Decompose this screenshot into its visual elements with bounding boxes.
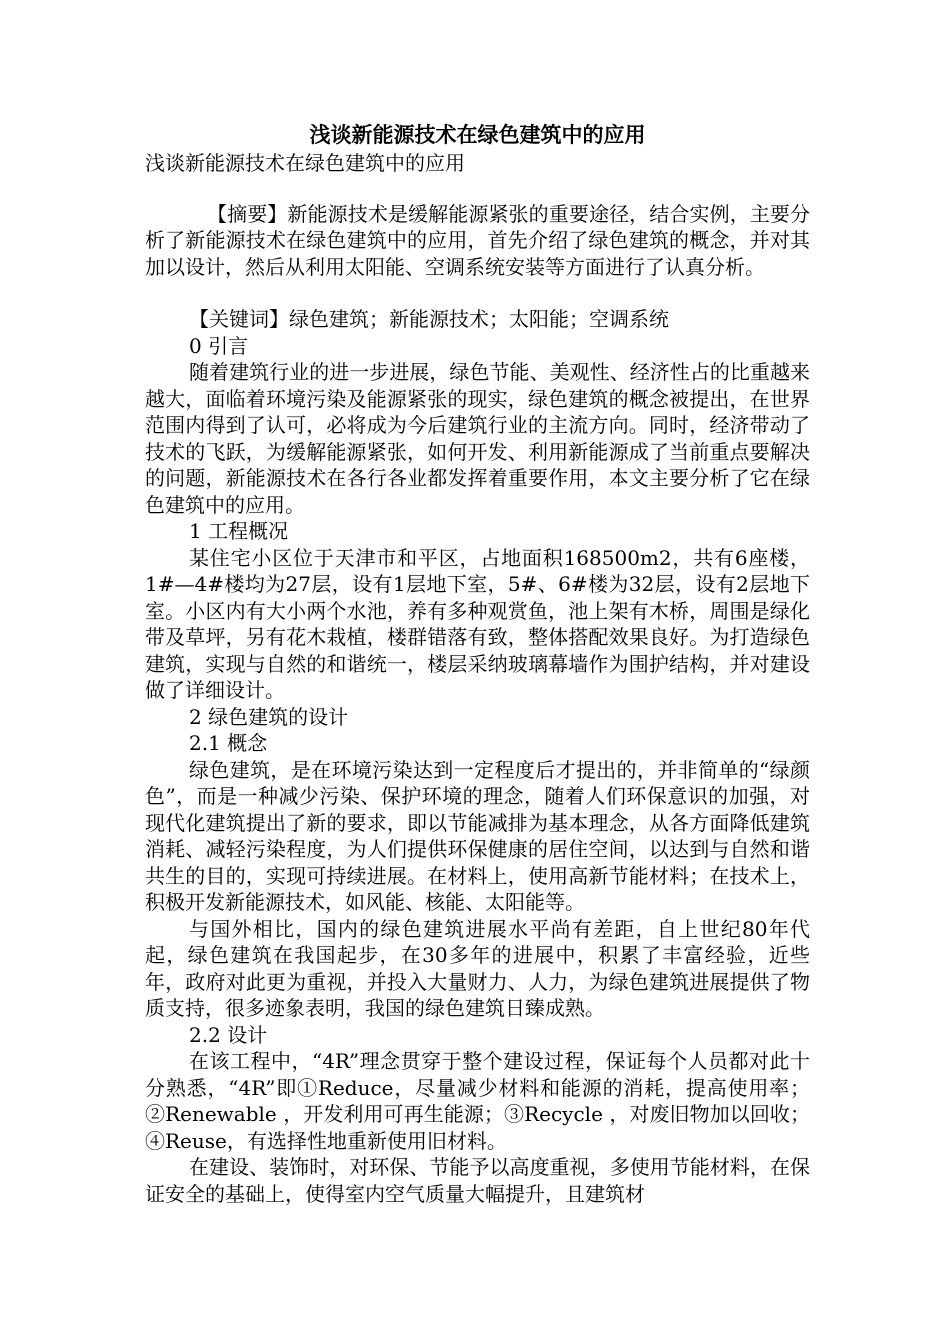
subsection-heading-concept: 2.1 概念 — [189, 731, 268, 755]
body-paragraph: 某住宅小区位于天津市和平区，占地面积168500m2，共有6座楼，1#—4#楼均为27层，设有1层地下室，5#、6#楼为32层，设有2层地下室。小区内有大小两个水池，养有多种观赏鱼，池上架有木桥，周围是绿化带及草坪，另有花木栽植，楼群错落有致，整体搭配效果良好。为打造绿色建筑，实现与自然的和谐统一，楼层采纳玻璃幕墙作为围护结构，并对建设做了详细设计。 — [145, 545, 810, 702]
section-heading-overview: 1 工程概况 — [189, 519, 289, 543]
document-page — [145, 120, 810, 1207]
body-paragraph: 绿色建筑，是在环境污染达到一定程度后才提出的，并非简单的“绿颜色”，而是一种减少污染、保护环境的理念，随着人们环保意识的加强，对现代化建筑提出了新的要求，即以节能减排为基本理念，从各方面降低建筑消耗、减轻污染程度，为人们提供环保健康的居住空间，以达到与自然和谐共生的目的，实现可持续进展。在材料上，使用高新节能材料；在技术上，积极开发新能源技术，如风能、核能、太阳能等。 — [145, 757, 810, 914]
spacer — [145, 177, 810, 201]
section-heading-design: 2 绿色建筑的设计 — [189, 704, 349, 729]
section-heading-intro: 0 引言 — [189, 333, 249, 358]
keywords-paragraph: 【关键词】绿色建筑；新能源技术；太阳能；空调系统 — [189, 307, 669, 331]
spacer — [145, 280, 810, 306]
body-paragraph: 在该工程中，“4R”理念贯穿于整个建设过程，保证每个人员都对此十分熟悉，“4R”即①Reduce，尽量减少材料和能源的消耗，提高使用率；②Renewable ，开发利用可再生能源；③Recycle ，对废旧物加以回收；④Reuse，有选择性地重新使用旧材料。 — [145, 1049, 810, 1153]
abstract-paragraph: 【摘要】新能源技术是缓解能源紧张的重要途径，结合实例，主要分析了新能源技术在绿色建筑中的应用，首先介绍了绿色建筑的概念，并对其加以设计，然后从利用太阳能、空调系统安装等方面进行了认真分析。 — [145, 201, 810, 279]
body-paragraph: 随着建筑行业的进一步进展，绿色节能、美观性、经济性占的比重越来越大，面临着环境污染及能源紧张的现实，绿色建筑的概念被提出，在世界范围内得到了认可，必将成为今后建筑行业的主流方向。同时，经济带动了技术的飞跃，为缓解能源紧张，如何开发、利用新能源成了当前重点要解决的问题，新能源技术在各行各业都发挥着重要作用，本文主要分析了它在绿色建筑中的应用。 — [145, 360, 810, 517]
document-title: 浅谈新能源技术在绿色建筑中的应用 — [309, 122, 646, 147]
body-paragraph: 在建设、装饰时，对环保、节能予以高度重视，多使用节能材料，在保证安全的基础上，使得室内空气质量大幅提升，且建筑材 — [145, 1155, 810, 1206]
subsection-heading-design: 2.2 设计 — [189, 1022, 268, 1047]
document-subtitle: 浅谈新能源技术在绿色建筑中的应用 — [145, 151, 465, 175]
body-paragraph: 与国外相比，国内的绿色建筑进展水平尚有差距，自上世纪80年代起，绿色建筑在我国起步，在30多年的进展中，积累了丰富经验，近些年，政府对此更为重视，并投入大量财力、人力，为绿色建筑进展提供了物质支持，很多迹象表明，我国的绿色建筑日臻成熟。 — [145, 916, 810, 1020]
